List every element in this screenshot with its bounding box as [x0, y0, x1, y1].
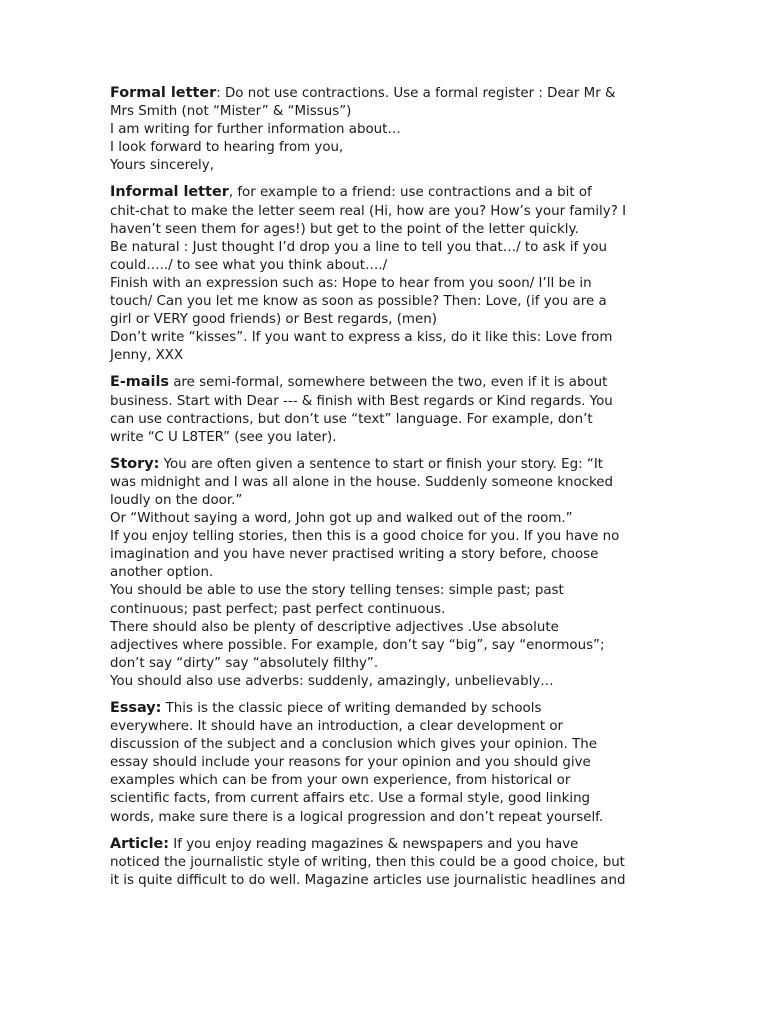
text-line: don’t say “dirty” say “absolutely filthy”. — [110, 655, 379, 671]
text-line: Be natural : Just thought I’d drop you a line to tell you that…/ to ask if you — [110, 239, 608, 255]
section-essay — [110, 699, 668, 827]
text-line: Or “Without saying a word, John got up and walked out of the room.” — [110, 511, 573, 527]
text-line: business. Start with Dear --- & finish with Best regards or Kind regards. You — [110, 393, 613, 409]
text-line: Yours sincerely, — [110, 158, 214, 174]
section-story — [110, 455, 668, 691]
text-line: was midnight and I was all alone in the house. Suddenly someone knocked — [110, 474, 614, 490]
text-line: girl or VERY good friends) or Best regards, (men) — [110, 312, 437, 328]
text-line: If you enjoy telling stories, then this is a good choice for you. If you have no — [110, 529, 620, 545]
section-heading: Informal letter — [110, 184, 229, 201]
text-line: You should also use adverbs: suddenly, amazingly, unbelievably… — [110, 673, 554, 689]
section-informal-letter — [110, 183, 668, 365]
text-line: haven’t seen them for ages!) but get to the point of the letter quickly. — [110, 221, 579, 237]
text-line: I am writing for further information about… — [110, 122, 401, 138]
text-line: touch/ Can you let me know as soon as possible? Then: Love, (if you are a — [110, 294, 607, 310]
text-line: examples which can be from your own experience, from historical or — [110, 773, 571, 789]
text-line: could…../ to see what you think about…./ — [110, 257, 388, 273]
text-line — [110, 835, 668, 854]
text-line: Mrs Smith (not “Mister” & “Missus”) — [110, 104, 352, 120]
text-line — [110, 699, 668, 718]
text-line: noticed the journalistic style of writing, then this could be a good choice, but — [110, 854, 625, 870]
text-line: words, make sure there is a logical progression and don’t repeat yourself. — [110, 809, 604, 825]
text-line — [110, 183, 668, 202]
section-heading: Essay: — [110, 700, 162, 716]
section-heading: Article: — [110, 835, 170, 852]
section-heading: E-mails — [110, 374, 169, 391]
text-line: can use contractions, but don’t use “text” language. For example, don’t — [110, 411, 593, 427]
section-formal-letter — [110, 84, 668, 175]
text-line: There should also be plenty of descriptive adjectives .Use absolute — [110, 619, 559, 635]
text-line: everywhere. It should have an introduction, a clear development or — [110, 719, 564, 735]
text-run: , for example to a friend: use contractions and a bit of — [228, 185, 592, 201]
text-line — [110, 373, 668, 392]
text-line: continuous; past perfect; past perfect continuous. — [110, 601, 446, 617]
text-line: You should be able to use the story telling tenses: simple past; past — [110, 583, 564, 599]
text-line: scientific facts, from current affairs etc. Use a formal style, good linking — [110, 791, 591, 807]
text-run: If you enjoy reading magazines & newspapers and you have — [169, 836, 579, 852]
text-line: another option. — [110, 565, 214, 581]
text-line: write “C U L8TER” (see you later). — [110, 429, 337, 445]
text-line: Finish with an expression such as: Hope to hear from you soon/ I’ll be in — [110, 275, 592, 291]
section-heading: Story: — [110, 455, 160, 472]
text-line: essay should include your reasons for your opinion and you should give — [110, 755, 591, 771]
section-emails — [110, 373, 668, 446]
text-line: loudly on the door.” — [110, 492, 243, 508]
text-line: adjectives where possible. For example, don’t say “big”, say “enormous”; — [110, 637, 605, 653]
section-article — [110, 835, 668, 890]
text-line: imagination and you have never practised writing a story before, choose — [110, 547, 599, 563]
text-run: You are often given a sentence to start or finish your story. Eg: “It — [159, 456, 604, 472]
text-run: : Do not use contractions. Use a formal register : Dear Mr & — [216, 86, 616, 101]
text-line: Don’t write “kisses”. If you want to express a kiss, do it like this: Love from — [110, 330, 613, 346]
text-line: it is quite difficult to do well. Magazine articles use journalistic headlines and — [110, 872, 626, 888]
section-heading: Formal letter — [110, 85, 217, 101]
text-line — [110, 455, 668, 474]
text-line — [110, 84, 668, 103]
text-run: This is the classic piece of writing demanded by schools — [161, 701, 542, 716]
text-line: I look forward to hearing from you, — [110, 140, 344, 156]
text-line: Jenny, XXX — [110, 348, 184, 364]
text-line: chit-chat to make the letter seem real (Hi, how are you? How’s your family? I — [110, 203, 627, 219]
text-line: discussion of the subject and a conclusion which gives your opinion. The — [110, 737, 597, 753]
text-run: are semi-formal, somewhere between the two, even if it is about — [168, 375, 608, 391]
